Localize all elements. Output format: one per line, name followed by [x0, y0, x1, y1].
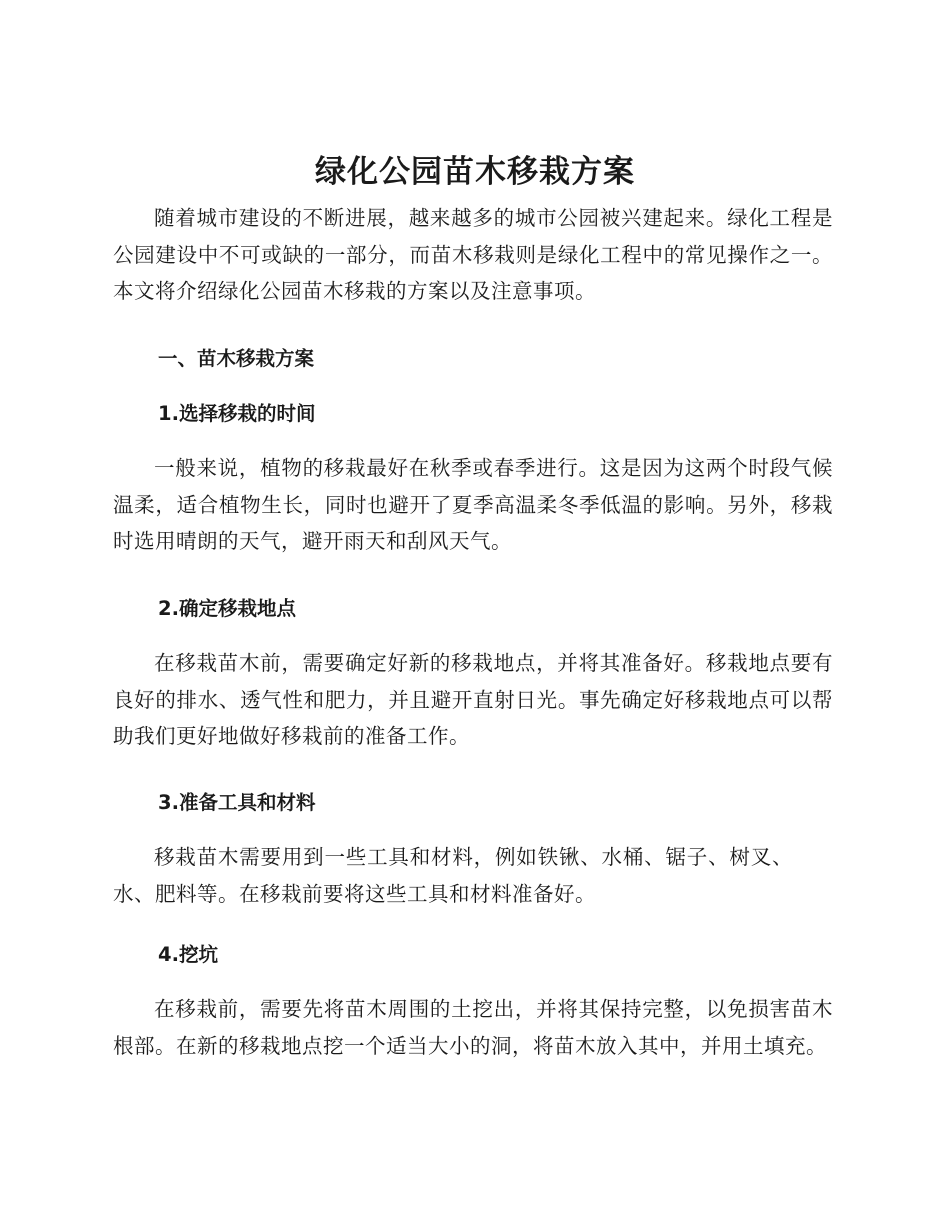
subsection-heading-1: 1.选择移栽的时间: [158, 402, 316, 425]
subsection-body-3: 移栽苗木需要用到一些工具和材料，例如铁锹、水桶、锯子、树叉、水、肥料等。在移栽前要将这些工具和材料准备好。: [113, 845, 793, 906]
document-title: 绿化公园苗木移栽方案: [315, 154, 635, 190]
subsection-heading-3: 3.准备工具和材料: [158, 791, 316, 814]
subsection-body-1: 一般来说，植物的移栽最好在秋季或春季进行。这是因为这两个时段气候温柔，适合植物生长，同时也避开了夏季高温柔冬季低温的影响。另外，移栽时选用晴朗的天气，避开雨天和刮风天气。: [113, 456, 833, 553]
subsection-body-4: 在移栽前，需要先将苗木周围的土挖出，并将其保持完整，以免损害苗木根部。在新的移栽地点挖一个适当大小的洞，将苗木放入其中，并用土填充。: [113, 997, 833, 1058]
subsection-heading-4: 4.挖坑: [158, 943, 218, 966]
intro-paragraph: 随着城市建设的不断进展，越来越多的城市公园被兴建起来。绿化工程是公园建设中不可或缺的一部分，而苗木移栽则是绿化工程中的常见操作之一。本文将介绍绿化公园苗木移栽的方案以及注意事项。: [113, 206, 833, 303]
section-heading: 一、苗木移栽方案: [158, 347, 315, 370]
subsection-body-2: 在移栽苗木前，需要确定好新的移栽地点，并将其准备好。移栽地点要有良好的排水、透气性和肥力，并且避开直射日光。事先确定好移栽地点可以帮助我们更好地做好移栽前的准备工作。: [113, 651, 833, 748]
subsection-heading-2: 2.确定移栽地点: [158, 597, 296, 620]
